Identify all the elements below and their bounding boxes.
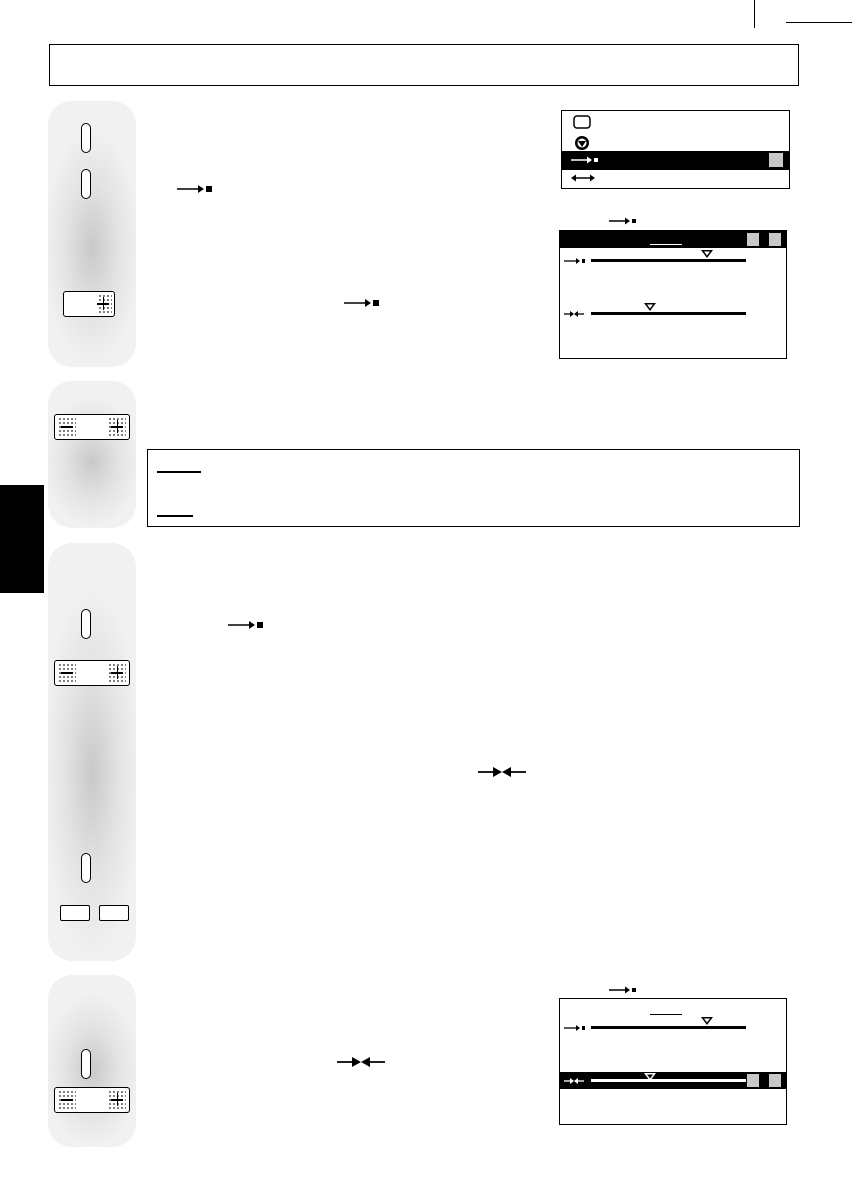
volume-plus-button [63,291,115,317]
converge-arrows-icon [477,765,527,779]
globe-icon [574,135,590,151]
record-arrow-icon [570,155,598,165]
note-box [147,449,800,527]
remote-small-button [99,905,129,921]
slider-screen-header [560,231,786,248]
record-arrow-icon [343,297,379,309]
remote-illustration-1 [48,101,136,367]
remote-small-button [60,905,90,921]
note-heading-underline [157,515,193,517]
section-side-tab [0,485,44,593]
slider-marker [643,1072,657,1082]
crop-mark-top-horizontal [786,22,852,23]
slider-track [591,1026,746,1029]
remote-illustration-4 [48,975,136,1147]
slider-row-highlighted [560,1072,786,1089]
remote-illustration-3 [48,543,136,961]
record-arrow-icon [563,1023,585,1033]
remote-button [81,609,91,639]
remote-illustration-2 [48,381,136,528]
minus-plus-rocker [54,660,130,686]
converge-arrows-icon [336,1055,386,1069]
slider-track [591,312,746,315]
menu-row-selected [562,151,789,170]
header-square [769,233,781,246]
record-arrow-icon [563,256,585,266]
minus-plus-rocker [54,414,130,440]
slider-marker [700,249,714,259]
record-arrow-icon [227,619,263,631]
bidirectional-arrow-icon [571,173,595,183]
slider-screen-2 [559,998,787,1125]
remote-button [81,169,91,199]
remote-button [81,123,91,153]
record-arrow-icon [608,985,636,995]
record-arrow-icon [176,183,212,195]
slider-marker [700,1016,714,1026]
note-heading-underline [157,471,201,473]
minus-plus-rocker [54,1087,130,1113]
remote-button [81,853,91,883]
row-square [747,1074,759,1087]
header-underline [650,1014,682,1015]
menu-selection-indicator [769,153,783,167]
tv-icon [573,115,591,129]
header-box [49,44,799,86]
slider-marker [643,302,657,312]
header-square [747,233,759,246]
menu-screen [561,110,790,189]
slider-screen-1 [559,230,787,359]
converge-arrows-icon [563,1076,585,1086]
remote-button [81,1049,91,1079]
slider-track [591,259,746,262]
record-arrow-icon [608,216,636,226]
header-underline [650,244,682,245]
crop-mark-top-vertical [754,0,755,28]
slider-track [591,1079,746,1082]
row-square [769,1074,781,1087]
converge-arrows-icon [563,309,585,319]
